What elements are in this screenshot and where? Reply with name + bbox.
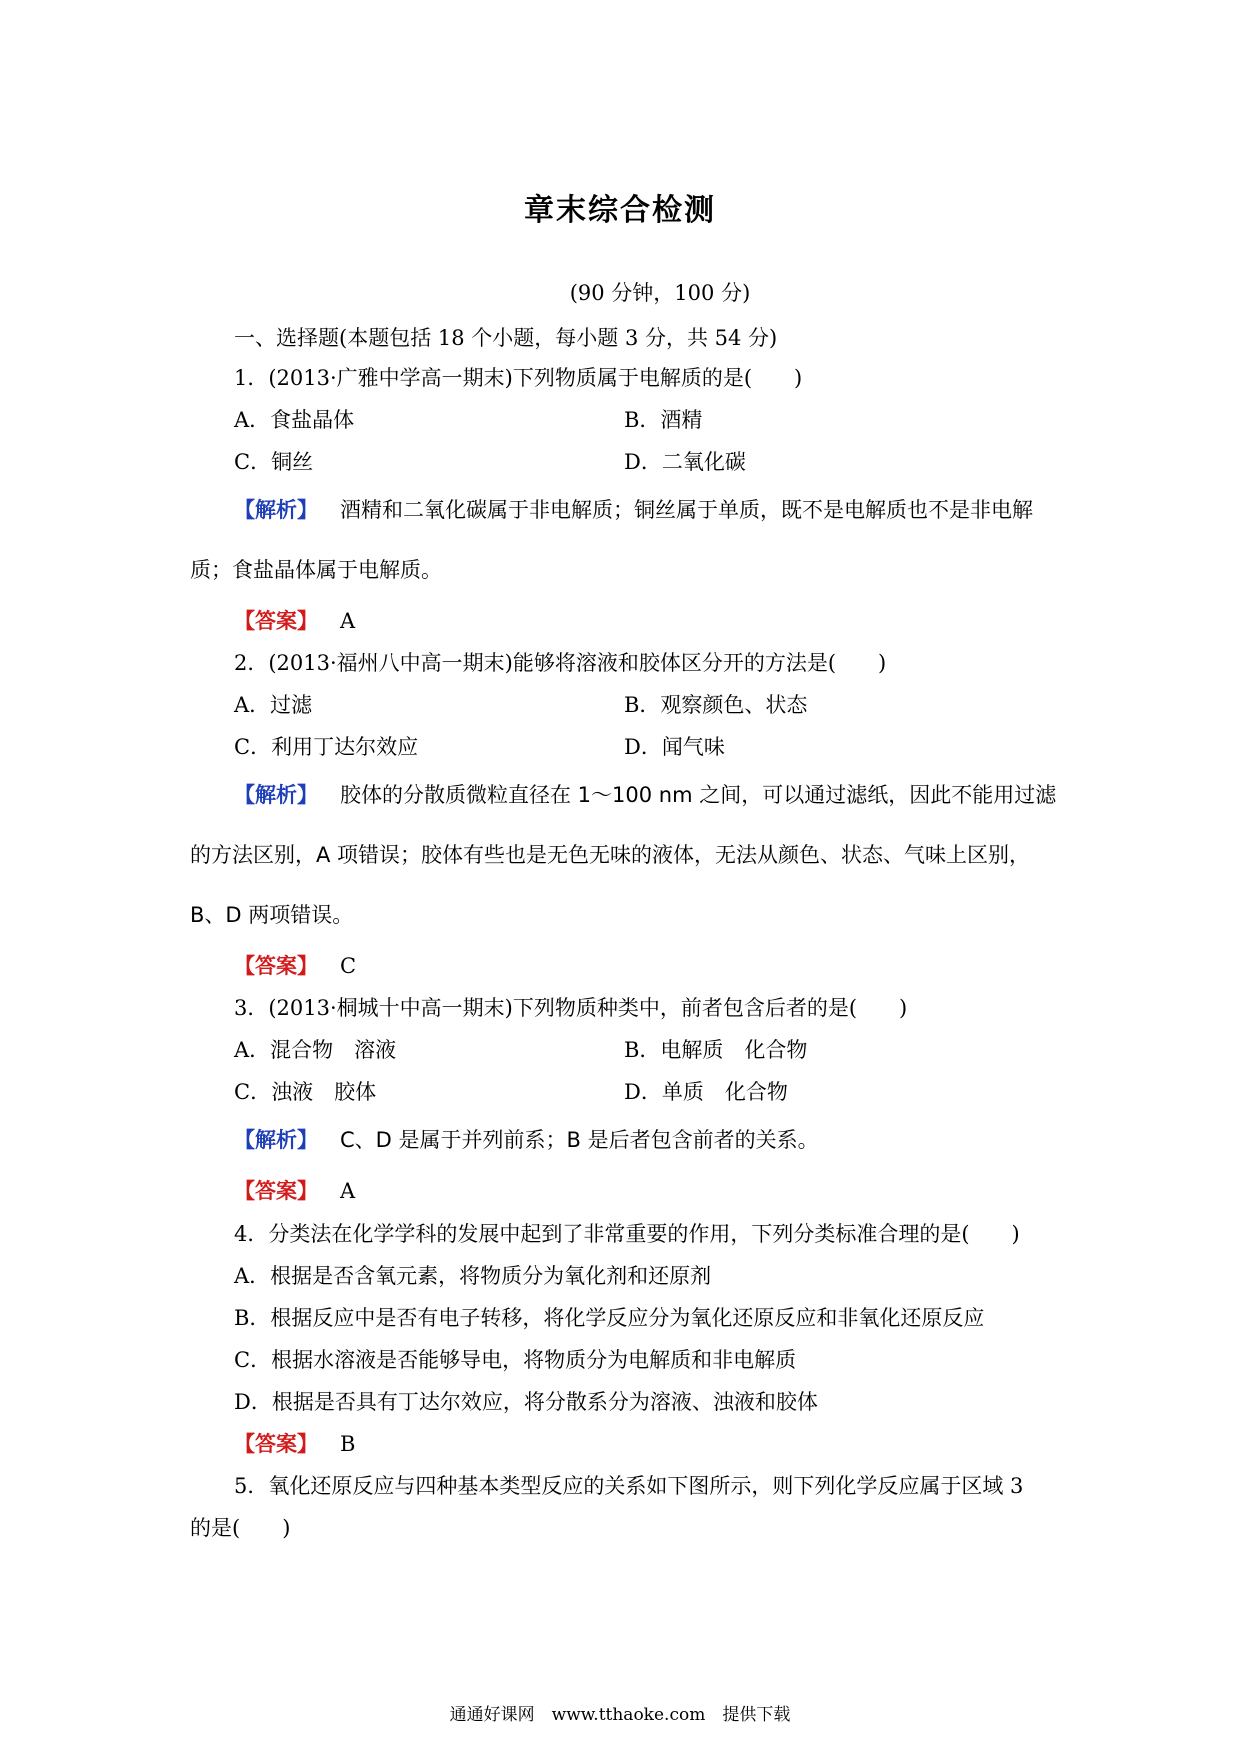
question-4-option-a: A．根据是否含氧元素，将物质分为氧化剂和还原剂 bbox=[234, 1264, 712, 1288]
question-1-stem: 1．(2013·广雅中学高一期末)下列物质属于电解质的是( ) bbox=[234, 366, 803, 390]
question-2-option-c: C．利用丁达尔效应 bbox=[234, 735, 419, 759]
page-title: 章末综合检测 bbox=[524, 193, 716, 228]
question-3-option-a: A．混合物 溶液 bbox=[234, 1038, 397, 1062]
question-4-option-d: D．根据是否具有丁达尔效应，将分散系分为溶液、浊液和胶体 bbox=[234, 1390, 818, 1414]
question-4-option-b: B．根据反应中是否有电子转移，将化学反应分为氧化还原反应和非氧化还原反应 bbox=[234, 1306, 985, 1330]
question-2-option-b: B．观察颜色、状态 bbox=[624, 693, 808, 717]
exam-time-score: (90 分钟，100 分) bbox=[569, 281, 751, 305]
question-1-option-d: D．二氧化碳 bbox=[624, 450, 746, 474]
question-1-explanation bbox=[234, 494, 1033, 524]
answer-tag: 【答案】 bbox=[234, 954, 318, 978]
explanation-text: 胶体的分散质微粒直径在 1～100 nm 之间，可以通过滤纸，因此不能用过滤 bbox=[340, 783, 1057, 807]
question-1-option-a: A．食盐晶体 bbox=[234, 408, 355, 432]
answer-tag: 【答案】 bbox=[234, 609, 318, 633]
question-1-answer bbox=[234, 605, 355, 635]
question-3-option-c: C．浊液 胶体 bbox=[234, 1080, 377, 1104]
question-3-answer bbox=[234, 1175, 355, 1205]
question-2-explanation bbox=[234, 779, 1056, 809]
page-footer: 通通好课网 www.tthaoke.com 提供下载 bbox=[449, 1705, 791, 1725]
question-1-explanation-cont: 质；食盐晶体属于电解质。 bbox=[190, 558, 442, 582]
question-5-stem-cont: 的是( ) bbox=[190, 1516, 291, 1540]
question-1-option-c: C．铜丝 bbox=[234, 450, 314, 474]
answer-tag: 【答案】 bbox=[234, 1179, 318, 1203]
question-2-explanation-cont: 的方法区别，A 项错误；胶体有些也是无色无味的液体，无法从颜色、状态、气味上区别， bbox=[190, 843, 1031, 867]
question-2-stem: 2．(2013·福州八中高一期末)能够将溶液和胶体区分开的方法是( ) bbox=[234, 651, 887, 675]
question-3-option-d: D．单质 化合物 bbox=[624, 1080, 788, 1104]
explanation-text: 酒精和二氧化碳属于非电解质；铜丝属于单质，既不是电解质也不是非电解 bbox=[340, 498, 1033, 522]
section-heading: 一、选择题(本题包括 18 个小题，每小题 3 分，共 54 分) bbox=[234, 326, 778, 350]
explanation-tag: 【解析】 bbox=[234, 498, 318, 522]
question-4-answer bbox=[234, 1428, 355, 1458]
question-4-stem: 4．分类法在化学学科的发展中起到了非常重要的作用，下列分类标准合理的是( ) bbox=[234, 1222, 1020, 1246]
question-2-explanation-cont2: B、D 两项错误。 bbox=[190, 903, 354, 927]
question-2-option-d: D．闻气味 bbox=[624, 735, 725, 759]
question-3-option-b: B．电解质 化合物 bbox=[624, 1038, 808, 1062]
explanation-tag: 【解析】 bbox=[234, 1128, 318, 1152]
explanation-text: C、D 是属于并列前系；B 是后者包含前者的关系。 bbox=[340, 1128, 819, 1152]
question-1-option-b: B．酒精 bbox=[624, 408, 703, 432]
question-2-option-a: A．过滤 bbox=[234, 693, 313, 717]
question-3-stem: 3．(2013·桐城十中高一期末)下列物质种类中，前者包含后者的是( ) bbox=[234, 996, 908, 1020]
question-2-answer bbox=[234, 950, 356, 980]
answer-tag: 【答案】 bbox=[234, 1432, 318, 1456]
question-4-option-c: C．根据水溶液是否能够导电，将物质分为电解质和非电解质 bbox=[234, 1348, 797, 1372]
answer-value: A bbox=[340, 609, 356, 633]
answer-value: A bbox=[340, 1179, 356, 1203]
answer-value: C bbox=[340, 954, 357, 978]
explanation-tag: 【解析】 bbox=[234, 783, 318, 807]
answer-value: B bbox=[340, 1432, 356, 1456]
question-5-stem: 5．氧化还原反应与四种基本类型反应的关系如下图所示，则下列化学反应属于区域 3 bbox=[234, 1474, 1024, 1498]
question-3-explanation bbox=[234, 1124, 819, 1154]
